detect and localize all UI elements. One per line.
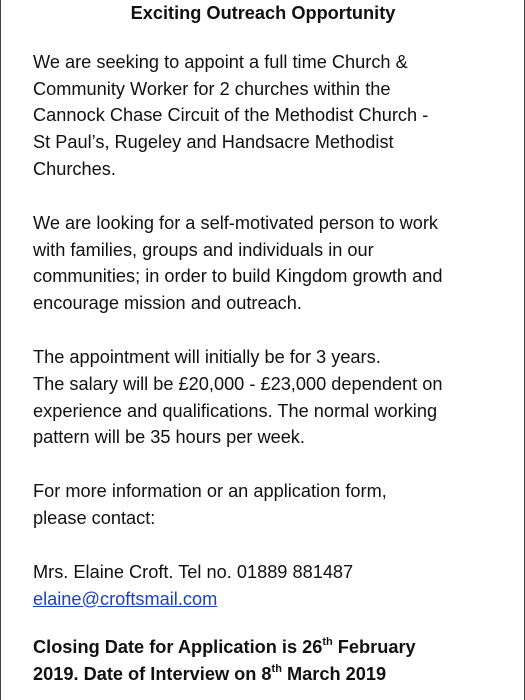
document-body: [33, 0, 503, 688]
text-line: experience and qualifications. The normal working: [33, 400, 438, 421]
text-line: St Paul’s, Rugeley and Handsacre Methodist: [33, 132, 394, 153]
closing-date-month: February: [332, 637, 416, 658]
intro-paragraph: [33, 49, 503, 183]
closing-dates: [33, 634, 503, 688]
email-line: [33, 586, 503, 613]
page-title: Exciting Outreach Opportunity: [130, 3, 396, 23]
email-link[interactable]: elaine@croftsmail.com: [33, 588, 218, 609]
info-paragraph: [33, 478, 503, 532]
text-line: Cannock Chase Circuit of the Methodist Church -: [33, 105, 429, 126]
interview-date-line: [33, 661, 503, 688]
ordinal-suffix: th: [322, 636, 333, 649]
closing-date-text: Closing Date for Application is 26: [33, 637, 323, 658]
closing-date-line: [33, 634, 503, 661]
text-line: We are seeking to appoint a full time Church &: [33, 51, 408, 72]
role-paragraph: [33, 210, 503, 317]
text-line: Community Worker for 2 churches within the: [33, 78, 391, 99]
interview-date-month: March 2019: [281, 664, 387, 685]
text-line: The appointment will initially be for 3 years.: [33, 346, 381, 367]
text-line: We are looking for a self-motivated person to work: [33, 212, 439, 233]
text-line: The salary will be £20,000 - £23,000 dependent on: [33, 373, 443, 394]
terms-paragraph: [33, 344, 503, 451]
text-line: For more information or an application form,: [33, 481, 387, 502]
contact-block: [33, 559, 503, 613]
ordinal-suffix: th: [271, 663, 282, 676]
text-line: Churches.: [33, 158, 116, 179]
text-line: communities; in order to build Kingdom growth and: [33, 266, 443, 287]
text-line: pattern will be 35 hours per week.: [33, 427, 305, 448]
text-line: with families, groups and individuals in our: [33, 239, 374, 260]
interview-date-text: 2019. Date of Interview on 8: [33, 664, 272, 685]
text-line: encourage mission and outreach.: [33, 293, 302, 314]
contact-line: Mrs. Elaine Croft. Tel no. 01889 881487: [33, 561, 354, 582]
text-line: please contact:: [33, 507, 156, 528]
